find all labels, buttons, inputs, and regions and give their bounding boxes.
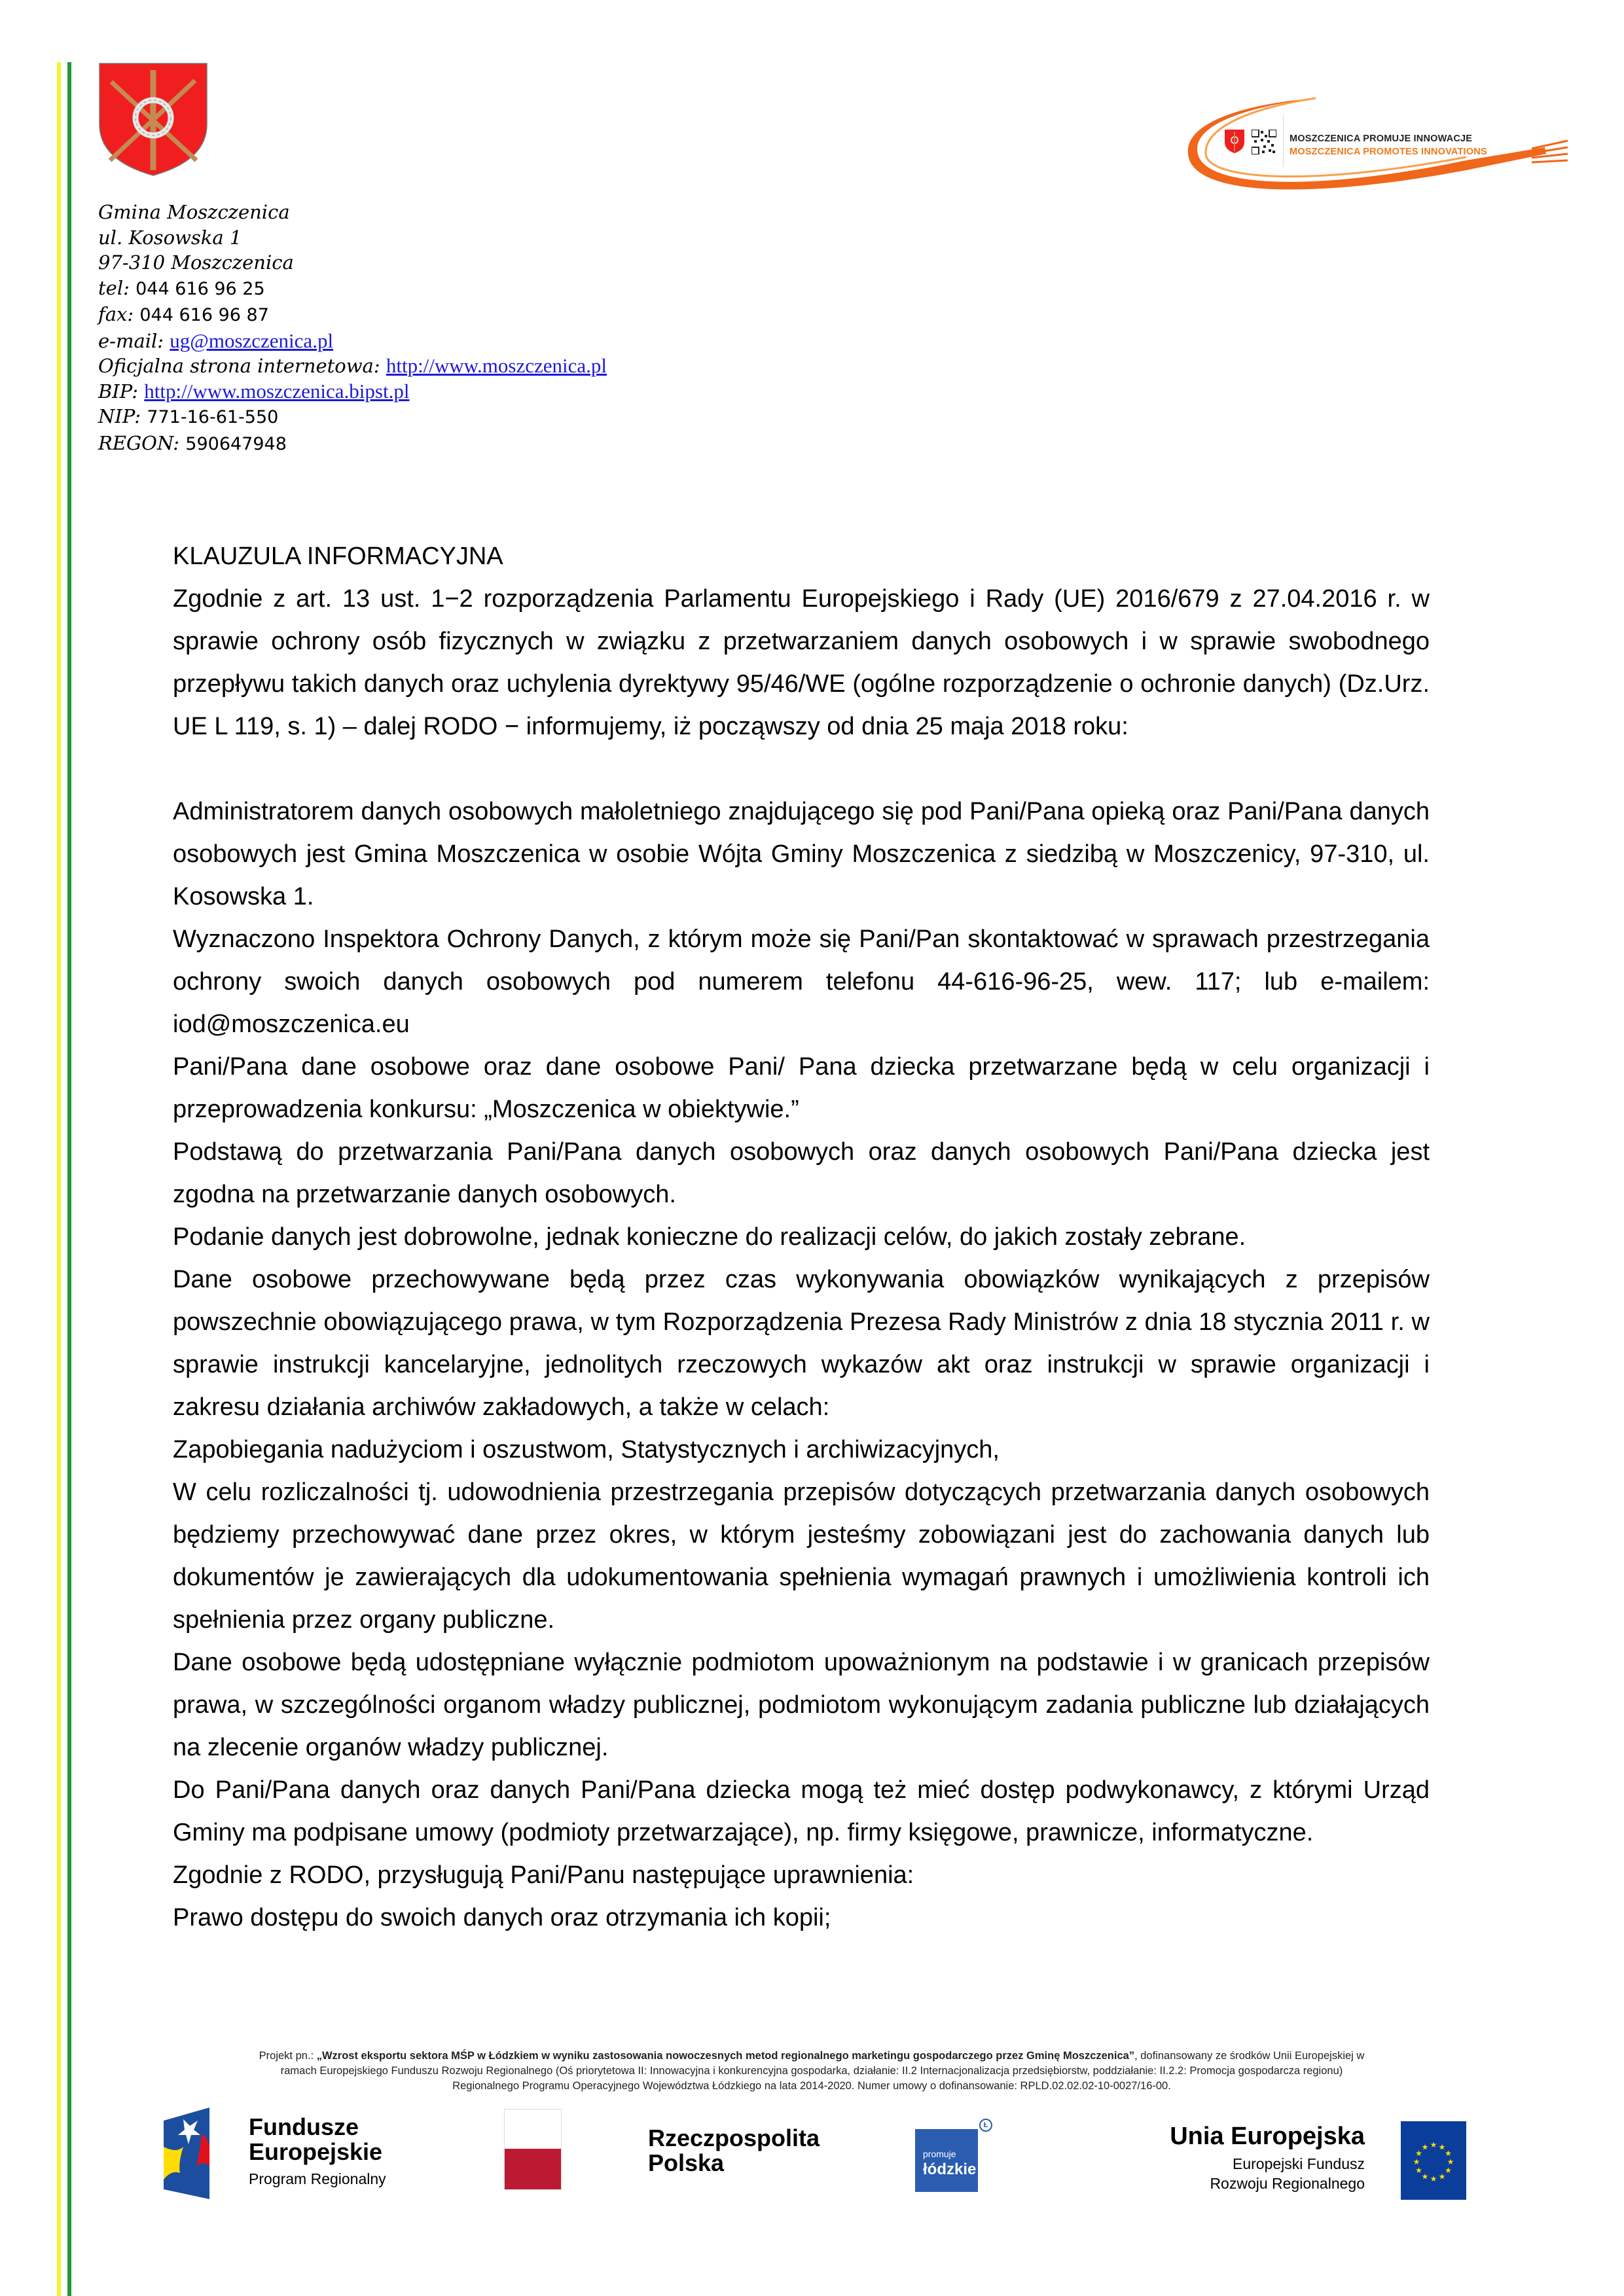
eu-star-icon: ★ [1413, 2157, 1420, 2166]
paragraph-purposes-list: Zapobiegania nadużyciom i oszustwom, Statystycznych i archiwizacyjnych, [173, 1436, 1000, 1463]
paragraph-purpose: Pani/Pana dane osobowe oraz dane osobowe Pani/ Pana dziecka przetwarzane będą w celu organizacji i przeprowadzenia konkursu: „Moszczenica w obiektywie.” [173, 1053, 1430, 1123]
intro-paragraph: Zgodnie z art. 13 ust. 1−2 rozporządzenia Parlamentu Europejskiego i Rady (UE) 2016/679 z 27.04.2016 r. w sprawie ochrony osób fizycznych w związku z przetwarzaniem danych osobowych i w sprawie swobodnego przepływu takich danych oraz uchylenia dyrektywy 95/46/WE (ogólne rozporządzenie o ochronie danych) (Dz.Urz. UE L 119, s. 1) – dalej RODO − informujemy, iż począwszy od dnia 25 maja 2018 roku: [173, 585, 1430, 740]
address-name: Gmina Moszczenica [98, 201, 290, 223]
document-title: KLAUZULA INFORMACYJNA [173, 543, 503, 570]
document-body [173, 535, 1430, 1939]
address-street: ul. Kosowska 1 [98, 226, 242, 249]
address-website [98, 353, 607, 379]
eu-star-icon: ★ [1421, 2172, 1429, 2181]
eu-star-icon: ★ [1447, 2157, 1454, 2166]
promo-line-pl: MOSZCZENICA PROMUJE INNOWACJE [1290, 134, 1473, 144]
address-tel [98, 276, 607, 302]
polish-flag-icon [504, 2109, 562, 2190]
address-fax [98, 302, 607, 329]
tel-label: tel: [98, 276, 130, 299]
paragraph-rights-intro: Zgodnie z RODO, przysługują Pani/Panu następujące uprawnienia: [173, 1861, 914, 1889]
fax-label: fax: [98, 303, 134, 325]
lodzkie-badge-icon: Ł [979, 2119, 992, 2132]
funding-project-title: „Wzrost eksportu sektora MŚP w Łódzkiem w wyniku zastosowania nowoczesnych metod regionalnego marketingu gospodarczego przez Gminę Moszczenica” [316, 2050, 1135, 2062]
paragraph-basis: Podstawą do przetwarzania Pani/Pana danych osobowych oraz danych osobowych Pani/Pana dziecka jest zgodna na przetwarzanie danych osobowych. [173, 1138, 1430, 1208]
eu-star-icon: ★ [1415, 2166, 1422, 2175]
paragraph-iod: Wyznaczono Inspektora Ochrony Danych, z którym może się Pani/Pan skontaktować w sprawach przestrzegania ochrony swoich danych osobowych pod numerem telefonu 44-616-96-25, wew. 117; lub e-mailem: iod@moszczenica.eu [173, 925, 1430, 1038]
coat-of-arms-logo [98, 62, 209, 177]
funding-line-1 [170, 2049, 1453, 2064]
website-link[interactable]: http://www.moszczenica.pl [386, 354, 607, 377]
footer-logos [0, 2108, 1624, 2238]
left-rule-yellow [57, 62, 61, 2296]
funding-line-2: ramach Europejskiego Funduszu Rozwoju Regionalnego (Oś priorytetowa II: Innowacyjna i konkurencyjna gospodarka, działanie: II.2 Internacjonalizacja przedsiębiorstw, poddziałanie: II.2.2: Promocja gospodarcza regionu) [280, 2065, 1343, 2077]
eu-star-icon: ★ [1438, 2142, 1446, 2152]
address-block [98, 200, 607, 457]
eu-star-icon: ★ [1445, 2166, 1452, 2175]
eu-star-icon: ★ [1438, 2172, 1446, 2181]
qr-code-icon [1252, 130, 1276, 154]
mini-coat-of-arms-icon [1224, 129, 1245, 154]
paragraph-accountability: W celu rozliczalności tj. udowodnienia przestrzegania przepisów dotyczących przetwarzania danych osobowych będziemy przechowywać dane przez okres, w którym jesteśmy zobowiązani jest do zachowania danych lub dokumentów je zawierających dla udokumentowania spełnienia wymagań prawnych i umożliwienia kontroli ich spełnienia przez organy publiczne. [173, 1479, 1430, 1634]
fax-value: 044 616 96 87 [139, 305, 269, 325]
paragraph-voluntary: Podanie danych jest dobrowolne, jednak konieczne do realizacji celów, do jakich zostały zebrane. [173, 1223, 1246, 1251]
eu-star-icon: ★ [1430, 2140, 1437, 2149]
regon-label: REGON: [98, 431, 180, 454]
lodzkie-line-2: łódzkie [923, 2161, 977, 2178]
unia-europejska-logo [1113, 2117, 1519, 2202]
eu-star-icon: ★ [1430, 2174, 1437, 2183]
funding-prefix: Projekt pn.: [259, 2050, 317, 2062]
paragraph-right-access: Prawo dostępu do swoich danych oraz otrzymania ich kopii; [173, 1904, 831, 1931]
paragraph-subcontractors: Do Pani/Pana danych oraz danych Pani/Pana dziecka mogą też mieć dostęp podwykonawcy, z którymi Urząd Gminy ma podpisane umowy (podmioty przetwarzające), np. firmy księgowe, prawnicze, informatyczne. [173, 1776, 1430, 1846]
paragraph-retention: Dane osobowe przechowywane będą przez czas wykonywania obowiązków wynikających z przepisów powszechnie obowiązującego prawa, w tym Rozporządzenia Prezesa Rady Ministrów z dnia 18 stycznia 2011 r. w sprawie instrukcji kancelaryjne, jednolitych rzeczowych wykazów akt oraz instrukcji w sprawie organizacji i zakresu działania archiwów zakładowych, a także w celach: [173, 1266, 1430, 1421]
regon-value: 590647948 [185, 433, 287, 454]
address-city: 97-310 Moszczenica [98, 251, 294, 274]
fe-stars-icon [164, 2108, 209, 2199]
eu-flag-icon [1401, 2121, 1466, 2200]
promo-logo [1178, 88, 1571, 203]
rp-line-2: Polska [648, 2149, 725, 2176]
ue-line-3: Rozwoju Regionalnego [1210, 2175, 1365, 2192]
website-label: Oficjalna strona internetowa: [98, 355, 380, 377]
eu-star-icon: ★ [1421, 2142, 1429, 2152]
fundusze-europejskie-logo [164, 2108, 439, 2199]
email-label: e-mail: [98, 329, 164, 352]
bip-link[interactable]: http://www.moszczenica.bipst.pl [144, 379, 410, 403]
nip-value: 771-16-61-550 [147, 407, 279, 427]
funding-note [170, 2049, 1453, 2094]
address-regon [98, 431, 607, 457]
paragraph-disclosure: Dane osobowe będą udostępniane wyłącznie podmiotom upoważnionym na podstawie i w granicach przepisów prawa, w szczególności organom władzy publicznej, podmiotom wykonującym zadania publiczne lub działających na zlecenie organów władzy publicznej. [173, 1649, 1430, 1761]
ue-line-1: Unia Europejska [1170, 2123, 1365, 2150]
rzeczpospolita-polska-logo [504, 2108, 897, 2193]
paragraph-administrator: Administratorem danych osobowych małoletniego znajdującego się pod Pani/Pana opieką oraz Pani/Pana danych osobowych jest Gmina Moszczenica w osobie Wójta Gminy Moszczenica z siedzibą w Moszczenicy, 97-310, ul. Kosowska 1. [173, 798, 1430, 910]
left-rule-green [67, 62, 71, 2296]
fe-line-2: Europejskie [249, 2138, 383, 2165]
address-bip [98, 379, 607, 404]
eu-star-icon: ★ [1415, 2149, 1422, 2158]
address-email [98, 329, 607, 354]
tel-value: 044 616 96 25 [135, 278, 265, 299]
bip-label: BIP: [98, 380, 139, 403]
email-link[interactable]: ug@moszczenica.pl [170, 329, 334, 352]
nip-label: NIP: [98, 405, 141, 427]
promo-divider [1283, 115, 1284, 167]
paragraph-gap [173, 748, 1430, 791]
rp-line-1: Rzeczpospolita [648, 2125, 820, 2151]
lodzkie-line-1: promuje [923, 2149, 956, 2159]
address-nip [98, 404, 607, 431]
eu-star-icon: ★ [1445, 2149, 1452, 2158]
promo-line-en: MOSZCZENICA PROMOTES INNOVATIONS [1290, 147, 1487, 157]
funding-line-3: Regionalnego Programu Operacyjnego Województwa Łódzkiego na lata 2014-2020. Numer umowy o dofinansowanie: RPLD.02.02.02-10-0027/16-00. [452, 2080, 1171, 2092]
funding-line-1-rest: , dofinansowany ze środków Unii Europejskiej w [1134, 2050, 1365, 2062]
fe-line-3: Program Regionalny [249, 2170, 386, 2187]
ue-line-2: Europejski Fundusz [1233, 2155, 1365, 2172]
fe-line-1: Fundusze [249, 2113, 359, 2140]
promuje-lodzkie-logo [915, 2117, 994, 2196]
